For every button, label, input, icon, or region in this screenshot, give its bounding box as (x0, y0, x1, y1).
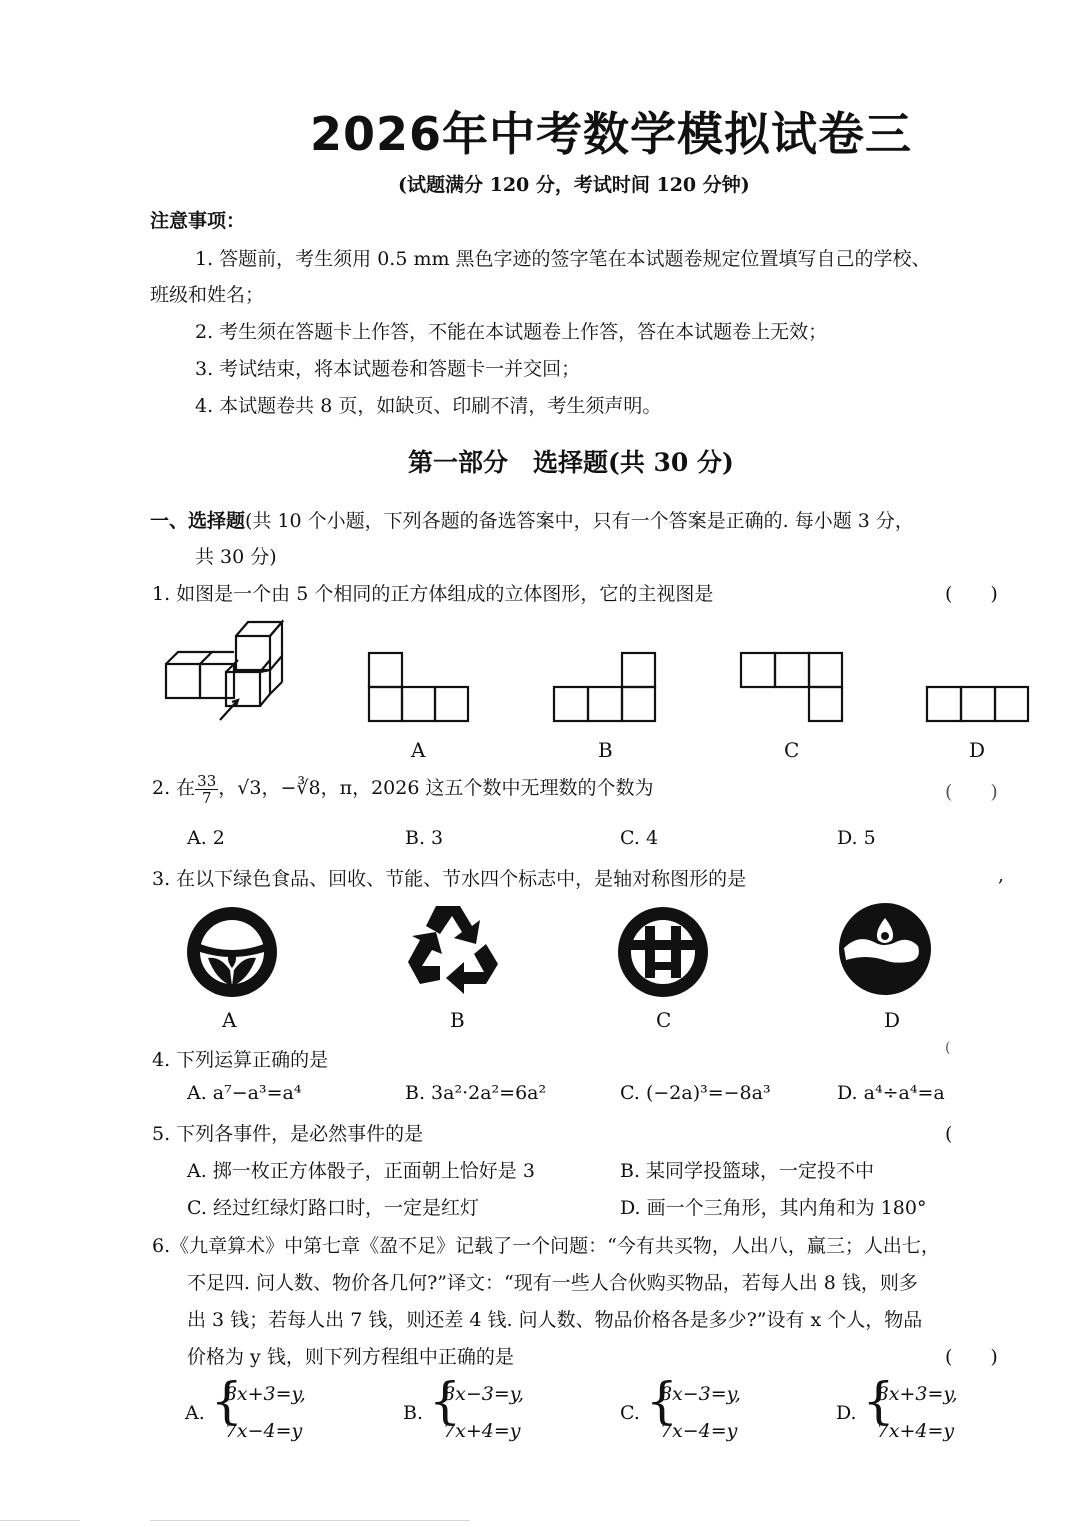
q2-num: 2. 在 (152, 777, 196, 799)
q4-option-c[interactable]: C. (−2a)³=−8a³ (620, 1082, 771, 1104)
notice-item-2: 2. 考生须在答题卡上作答，不能在本试题卷上作答，答在本试题卷上无效； (195, 321, 828, 343)
question-6-line2: 不足四. 问人数、物价各几何?”译文：“现有一些人合伙购买物品，若每人出 8 钱，则多 (187, 1272, 918, 1294)
q1-label-a: A (411, 738, 426, 762)
q2-option-c[interactable]: C. 4 (620, 827, 659, 849)
q6-option-b[interactable]: B. { 8x−3=y, 7x+4=y (403, 1376, 524, 1450)
answer-paren-5[interactable]: ( (945, 1123, 991, 1145)
q6-option-c[interactable]: C. { 8x−3=y, 7x−4=y (620, 1376, 741, 1450)
part1-line2: 共 30 分) (195, 546, 277, 568)
q5-option-b[interactable]: B. 某同学投篮球，一定投不中 (620, 1160, 875, 1182)
q2-option-a[interactable]: A. 2 (187, 827, 225, 849)
q3-label-c: C (656, 1008, 672, 1032)
q3-label-b: B (450, 1008, 465, 1032)
q1-solid-figure (160, 612, 290, 730)
q6-option-d[interactable]: D. { 8x+3=y, 7x+4=y (836, 1376, 958, 1450)
question-1-text: 1. 如图是一个由 5 个相同的正方体组成的立体图形，它的主视图是 (152, 583, 714, 605)
q5-option-a[interactable]: A. 掷一枚正方体骰子，正面朝上恰好是 3 (187, 1160, 535, 1182)
green-food-icon[interactable] (186, 906, 278, 998)
q4-option-d[interactable]: D. a⁴÷a⁴=a (837, 1082, 945, 1104)
notice-item-3: 3. 考试结束，将本试题卷和答题卡一并交回； (195, 358, 581, 380)
q4-mark: ( (945, 1040, 951, 1056)
q1-label-d: D (969, 738, 986, 762)
equation-system: { 8x+3=y, 7x+4=y (862, 1372, 958, 1442)
q6-option-a[interactable]: A. { 8x+3=y, 7x−4=y (185, 1376, 306, 1450)
part1-intro (150, 506, 914, 533)
q1-label-b: B (598, 738, 613, 762)
answer-paren-2[interactable]: ( ) (945, 781, 998, 803)
notice-item-4: 4. 本试题卷共 8 页，如缺页、印刷不清，考生须声明。 (195, 395, 662, 417)
notice-heading: 注意事项： (150, 210, 246, 232)
sqrt-3: √3 (237, 777, 262, 799)
equation-system: { 8x−3=y, 7x+4=y (429, 1372, 525, 1442)
question-6-line1: 6.《九章算术》中第七章《盈不足》记载了一个问题：“今有共买物，人出八，赢三；人出七， (152, 1235, 940, 1257)
question-6-line3: 出 3 钱；若每人出 7 钱，则还差 4 钱. 问人数、物品价格各是多少?”设有 x 个人，物品 (187, 1309, 923, 1331)
q1-option-a-view[interactable] (368, 652, 470, 722)
question-5-text: 5. 下列各事件，是必然事件的是 (152, 1123, 424, 1145)
cube-root-8: ∛8 (296, 777, 321, 799)
exam-subtitle: (试题满分 120 分，考试时间 120 分钟) (398, 174, 750, 196)
q3-label-a: A (222, 1008, 237, 1032)
answer-paren-1[interactable]: ( ) (945, 583, 998, 605)
part1-line1: (共 10 个小题，下列各题的备选答案中，只有一个答案是正确的. 每小题 3 分， (245, 510, 914, 532)
q3-mark: , (998, 864, 1005, 886)
answer-paren-6[interactable]: ( ) (945, 1346, 998, 1368)
q2-option-d[interactable]: D. 5 (837, 827, 876, 849)
question-4-text: 4. 下列运算正确的是 (152, 1049, 329, 1071)
q1-option-c-view[interactable] (740, 652, 844, 722)
fraction-33-7: $\frac{33}{7}$ (197, 771, 217, 807)
q5-option-d[interactable]: D. 画一个三角形，其内角和为 180° (620, 1197, 927, 1219)
q4-option-b[interactable]: B. 3a²·2a²=6a² (405, 1082, 547, 1104)
section-heading: 第一部分 选择题(共 30 分) (408, 448, 734, 477)
question-6-line4: 价格为 y 钱，则下列方程组中正确的是 (187, 1346, 514, 1368)
q3-label-d: D (884, 1008, 901, 1032)
equation-system: { 8x+3=y, 7x−4=y (210, 1372, 306, 1442)
q2-option-b[interactable]: B. 3 (405, 827, 444, 849)
q4-option-a[interactable]: A. a⁷−a³=a⁴ (187, 1082, 302, 1104)
notice-item-1: 1. 答题前，考生须用 0.5 mm 黑色字迹的签字笔在本试题卷规定位置填写自己的学校、 (195, 248, 931, 270)
scan-edge-right (150, 1520, 470, 1521)
notice-item-1-cont: 班级和姓名； (150, 284, 265, 306)
part1-prefix: 一、选择题 (150, 510, 246, 532)
question-2-text: 2. 在 $\frac{33}{7}$ ，√3，−∛8，π，2026 这五个数中无理数的个数为 (152, 771, 654, 807)
scan-edge-left (0, 1520, 80, 1521)
water-saving-icon[interactable] (838, 902, 932, 996)
q1-label-c: C (784, 738, 800, 762)
page-title: 2026年中考数学模拟试卷三 (310, 107, 913, 161)
q1-option-b-view[interactable] (553, 652, 657, 722)
equation-system: { 8x−3=y, 7x−4=y (645, 1372, 741, 1442)
question-3-text: 3. 在以下绿色食品、回收、节能、节水四个标志中，是轴对称图形的是 (152, 868, 747, 890)
q5-option-c[interactable]: C. 经过红绿灯路口时，一定是红灯 (187, 1197, 479, 1219)
q1-option-d-view[interactable] (926, 686, 1030, 722)
energy-saving-icon[interactable] (617, 906, 709, 998)
recycle-icon[interactable] (402, 900, 502, 996)
